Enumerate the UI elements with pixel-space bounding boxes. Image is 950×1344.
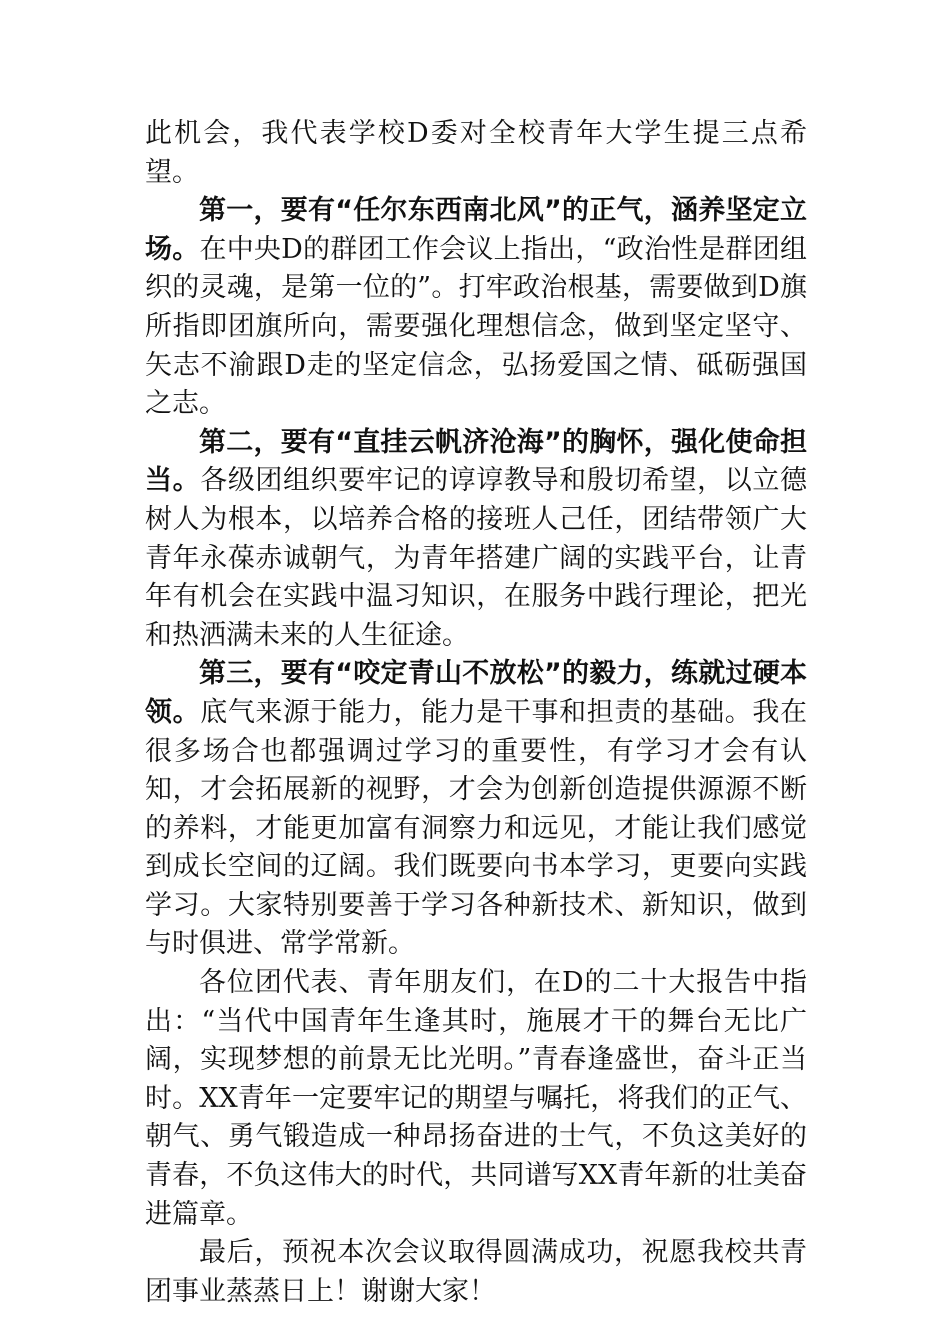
paragraph-lead: 第一，要有“任尔东西南北风”的正气，涵养坚定立场。	[145, 195, 807, 265]
paragraph-address	[145, 964, 807, 1234]
paragraph-lead: 第三，要有“咬定青山不放松”的毅力，练就过硬本领。	[145, 658, 807, 728]
paragraph-body: 各位团代表、青年朋友们，在D的二十大报告中指出：“当代中国青年生逢其时，施展才干的舞台无比广阔，实现梦想的前景无比光明。”青春逢盛世，奋斗正当时。XX青年一定要牢记的期望与嘱托，将我们的正气、朝气、勇气锻造成一种昂扬奋进的士气，不负这美好的青春，不负这伟大的时代，共同谱写XX青年新的壮美奋进篇章。	[145, 967, 807, 1230]
paragraph-body: 此机会，我代表学校D委对全校青年大学生提三点希望。	[145, 118, 807, 188]
paragraph-closing	[145, 1234, 807, 1311]
paragraph-point-two	[145, 424, 807, 656]
paragraph-lead: 第二，要有“直挂云帆济沧海”的胸怀，强化使命担当。	[145, 426, 807, 497]
paragraph-body: 在中央D的群团工作会议上指出，“政治性是群团组织的灵魂，是第一位的”。打牢政治根基，需要做到D旗所指即团旗所向，需要强化理想信念，做到坚定坚守、矢志不渝跟D走的坚定信念，弘扬爱国之情、砥砺强国之志。	[145, 233, 808, 420]
paragraph-point-three	[145, 655, 807, 964]
paragraph-body: 最后，预祝本次会议取得圆满成功，祝愿我校共青团事业蒸蒸日上！谢谢大家！	[145, 1237, 807, 1307]
paragraph-intro	[145, 115, 807, 192]
paragraph-point-one	[145, 192, 807, 424]
paragraph-body: 底气来源于能力，能力是干事和担责的基础。我在很多场合也都强调过学习的重要性，有学习才会有认知，才会拓展新的视野，才会为创新创造提供源源不断的养料，才能更加富有洞察力和远见，才能让我们感觉到成长空间的辽阔。我们既要向书本学习，更要向实践学习。大家特别要善于学习各种新技术、新知识，做到与时俱进、常学常新。	[145, 696, 808, 960]
paragraph-body: 各级团组织要牢记的谆谆教导和殷切希望，以立德树人为根本，以培养合格的接班人己任，团结带领广大青年永葆赤诚朝气，为青年搭建广阔的实践平台，让青年有机会在实践中温习知识，在服务中践行理论，把光和热洒满未来的人生征途。	[145, 465, 808, 651]
document-page	[145, 115, 807, 1311]
